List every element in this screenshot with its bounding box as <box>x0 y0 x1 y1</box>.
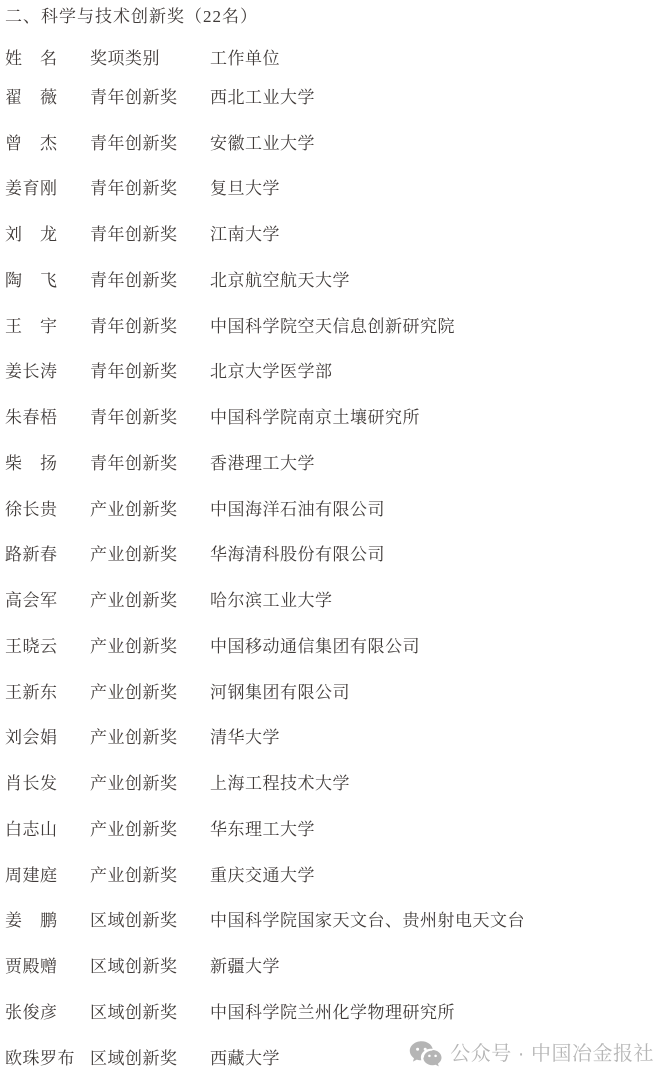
row-award-category: 区域创新奖 <box>90 1048 178 1068</box>
row-work-unit: 西藏大学 <box>210 1048 280 1068</box>
table-row <box>5 546 660 592</box>
table-row <box>5 226 660 272</box>
row-work-unit: 中国海洋石油有限公司 <box>210 499 385 519</box>
table-header <box>5 50 660 89</box>
row-name: 刘会娟 <box>5 728 58 748</box>
table-row <box>5 272 660 318</box>
row-name: 姜长涛 <box>5 362 58 382</box>
row-work-unit: 重庆交通大学 <box>210 865 315 885</box>
row-award-category: 产业创新奖 <box>90 774 178 793</box>
table-row <box>5 775 660 821</box>
row-name: 张俊彦 <box>5 1002 58 1022</box>
watermark-label: 公众号 · 中国冶金报社 <box>450 1043 654 1065</box>
row-work-unit: 华海清科股份有限公司 <box>210 545 385 565</box>
row-work-unit: 安徽工业大学 <box>210 133 315 153</box>
column-header-award-category: 奖项类别 <box>90 49 160 68</box>
section-title: 二、科学与技术创新奖（22名） <box>5 7 258 26</box>
row-name: 刘 龙 <box>5 225 58 244</box>
row-award-category: 青年创新奖 <box>90 87 178 107</box>
table-row <box>5 684 660 730</box>
row-name: 朱春梧 <box>5 408 58 427</box>
row-work-unit: 中国移动通信集团有限公司 <box>210 636 420 656</box>
table-row <box>5 363 660 409</box>
table-row <box>5 592 660 638</box>
table-row <box>5 455 660 501</box>
row-award-category: 区域创新奖 <box>90 957 178 976</box>
row-name: 肖长发 <box>5 774 58 793</box>
row-award-category: 产业创新奖 <box>90 682 178 702</box>
row-name: 欧珠罗布 <box>5 1048 75 1068</box>
table-row <box>5 318 660 364</box>
awards-table <box>5 50 660 1079</box>
watermark <box>409 1040 654 1068</box>
table-row <box>5 89 660 135</box>
table-row <box>5 729 660 775</box>
row-name: 王新东 <box>5 682 58 702</box>
row-award-category: 产业创新奖 <box>90 545 178 565</box>
table-row <box>5 912 660 958</box>
row-work-unit: 中国科学院空天信息创新研究院 <box>210 316 455 336</box>
row-award-category: 青年创新奖 <box>90 316 178 336</box>
row-award-category: 青年创新奖 <box>90 453 178 473</box>
row-award-category: 产业创新奖 <box>90 636 178 656</box>
row-work-unit: 北京航空航天大学 <box>210 270 350 290</box>
row-award-category: 青年创新奖 <box>90 408 178 427</box>
row-name: 姜 鹏 <box>5 911 58 931</box>
row-name: 曾 杰 <box>5 133 58 153</box>
row-work-unit: 清华大学 <box>210 728 280 748</box>
row-name: 贾殿赠 <box>5 957 58 976</box>
row-work-unit: 北京大学医学部 <box>210 362 333 382</box>
row-award-category: 青年创新奖 <box>90 225 178 244</box>
row-name: 徐长贵 <box>5 499 58 519</box>
row-name: 陶 飞 <box>5 270 58 290</box>
table-row <box>5 501 660 547</box>
row-award-category: 产业创新奖 <box>90 819 178 839</box>
row-work-unit: 华东理工大学 <box>210 819 315 839</box>
wechat-icon <box>409 1040 442 1068</box>
table-row <box>5 958 660 1004</box>
table-row <box>5 867 660 913</box>
row-work-unit: 江南大学 <box>210 225 280 244</box>
row-work-unit: 河钢集团有限公司 <box>210 682 350 702</box>
row-work-unit: 中国科学院兰州化学物理研究所 <box>210 1002 455 1022</box>
row-work-unit: 上海工程技术大学 <box>210 774 350 793</box>
row-work-unit: 西北工业大学 <box>210 87 315 107</box>
table-row <box>5 180 660 226</box>
row-award-category: 产业创新奖 <box>90 499 178 519</box>
row-award-category: 区域创新奖 <box>90 1002 178 1022</box>
row-award-category: 青年创新奖 <box>90 270 178 290</box>
row-work-unit: 哈尔滨工业大学 <box>210 591 333 610</box>
row-work-unit: 中国科学院国家天文台、贵州射电天文台 <box>210 911 525 931</box>
row-name: 路新春 <box>5 545 58 565</box>
row-award-category: 青年创新奖 <box>90 133 178 153</box>
row-name: 翟 薇 <box>5 87 58 107</box>
row-work-unit: 香港理工大学 <box>210 453 315 473</box>
row-work-unit: 新疆大学 <box>210 957 280 976</box>
row-award-category: 青年创新奖 <box>90 362 178 382</box>
row-work-unit: 中国科学院南京土壤研究所 <box>210 408 420 427</box>
column-header-name: 姓 名 <box>5 49 58 68</box>
table-body <box>5 89 660 1079</box>
row-name: 白志山 <box>5 819 58 839</box>
table-row <box>5 135 660 181</box>
table-row <box>5 638 660 684</box>
row-name: 周建庭 <box>5 865 58 885</box>
row-name: 王 宇 <box>5 316 58 336</box>
row-award-category: 产业创新奖 <box>90 728 178 748</box>
row-name: 王晓云 <box>5 636 58 656</box>
row-name: 高会军 <box>5 591 58 610</box>
row-award-category: 青年创新奖 <box>90 179 178 199</box>
row-work-unit: 复旦大学 <box>210 179 280 199</box>
table-row <box>5 821 660 867</box>
column-header-work-unit: 工作单位 <box>210 49 280 68</box>
row-award-category: 产业创新奖 <box>90 591 178 610</box>
row-name: 柴 扬 <box>5 453 58 473</box>
row-name: 姜育刚 <box>5 179 58 199</box>
row-award-category: 产业创新奖 <box>90 865 178 885</box>
table-row <box>5 409 660 455</box>
row-award-category: 区域创新奖 <box>90 911 178 931</box>
